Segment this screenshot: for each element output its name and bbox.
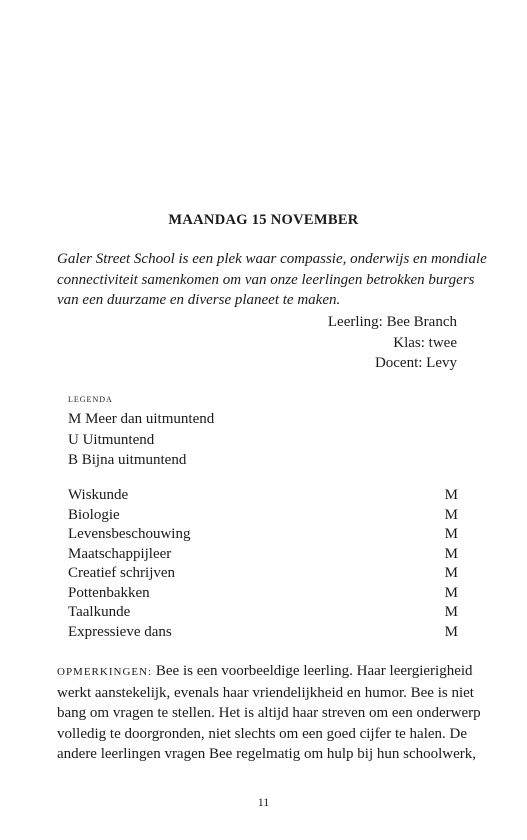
remarks-line: andere leerlingen vragen Bee regelmatig om hulp bij hun schoolwerk, [57,746,477,762]
legend-item: B Bijna uitmuntend [68,452,187,468]
student-teacher: Docent: Levy [374,355,457,371]
grade-row [68,623,458,643]
subject-grade: M [444,584,458,601]
grade-row [68,603,458,623]
legend-item: U Uitmuntend [68,431,155,448]
remarks-paragraph [57,661,481,765]
grades-table [68,486,458,642]
subject-name: Pottenbakken [68,584,150,601]
subject-name: Maatschappijleer [68,545,172,562]
subject-grade: M [444,565,458,581]
grade-row [68,545,458,565]
student-name: Leerling: Bee Branch [327,314,457,330]
remarks-text: Bee is een voorbeeldige leerling. Haar leergierigheid [152,663,473,679]
remarks-line: volledig te doorgronden, niet slechts om een goed cijfer te halen. De [57,725,468,742]
subject-name: Wiskunde [68,487,129,503]
subject-grade: M [444,506,458,523]
student-class: Klas: twee [393,334,457,351]
legend-item: M Meer dan uitmuntend [68,411,215,427]
remarks-line [57,661,473,683]
subject-grade: M [444,545,458,562]
grade-row [68,564,458,584]
subject-grade: M [444,623,458,640]
date-heading: MAANDAG 15 NOVEMBER [168,212,359,228]
subject-name: Expressieve dans [68,623,172,640]
grade-row [68,525,458,545]
remarks-label: OPMERKINGEN: [57,666,153,678]
subject-name: Biologie [68,506,120,523]
legend-list [68,409,214,471]
school-motto [57,249,487,311]
grade-row [68,584,458,604]
motto-line: Galer Street School is een plek waar compassie, onderwijs en mondiale [57,251,487,267]
subject-grade: M [444,526,458,542]
legend-title: legenda [68,393,113,405]
subject-name: Levensbeschouwing [68,526,191,542]
grade-row [68,486,458,506]
motto-line: van een duurzame en diverse planeet te maken. [57,292,341,308]
subject-grade: M [444,487,458,503]
grade-row [68,506,458,526]
subject-grade: M [444,604,458,620]
motto-line: connectiviteit samenkomen om van onze leerlingen betrokken burgers [57,271,475,288]
remarks-line: bang om vragen te stellen. Het is altijd haar streven om een onderwerp [57,705,481,721]
remarks-line: werkt aanstekelijk, evenals haar vriendelijkheid en humor. Bee is niet [57,684,474,701]
subject-name: Taalkunde [68,604,131,620]
student-info [328,312,457,374]
subject-name: Creatief schrijven [68,565,176,581]
page-number: 11 [257,795,270,809]
